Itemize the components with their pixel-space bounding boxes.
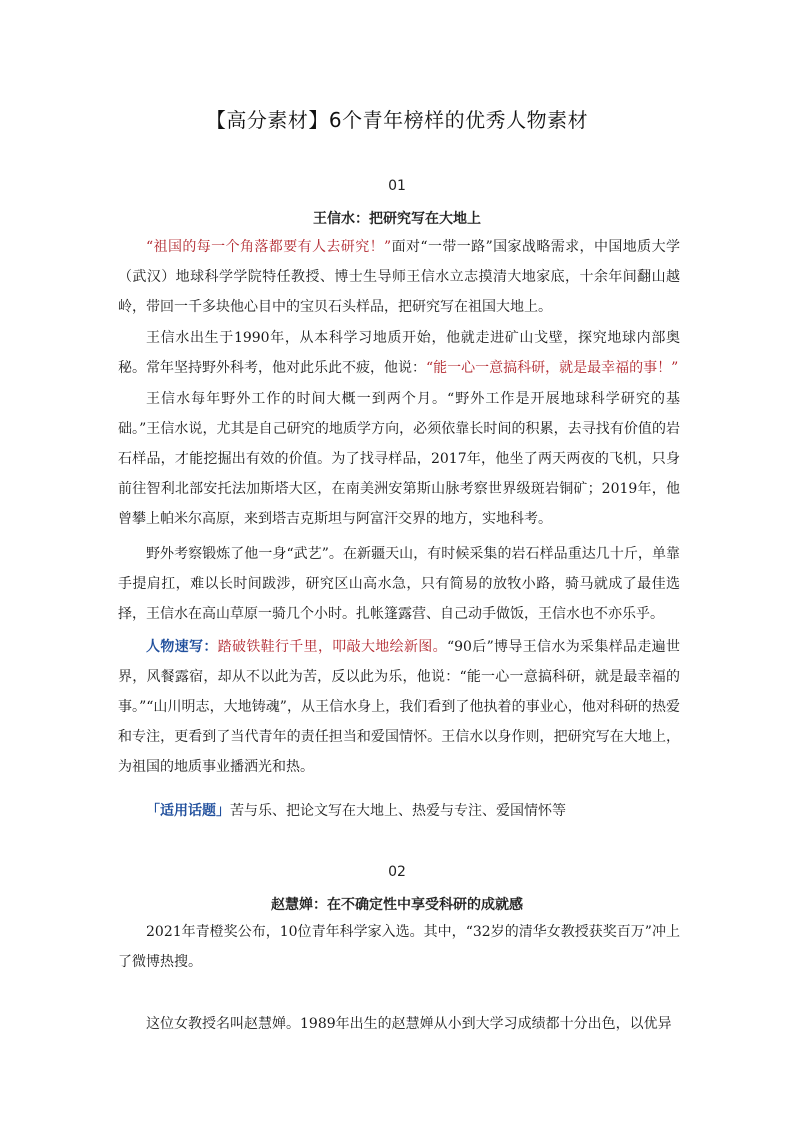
section-number: 02 bbox=[388, 864, 406, 880]
paragraph bbox=[118, 323, 680, 383]
topics-text: 苦与乐、把论文写在大地上、热爱与专注、爱国情怀等 bbox=[230, 803, 566, 819]
sketch-highlight: 踏破铁鞋行千里，叩敲大地绘新图。 bbox=[217, 639, 447, 655]
paragraph-text: 面对“一带一路”国家战略需求，中国地质大学（武汉）地球科学学院特任教授、博士生导师王信水立志摸清大地家底，十余年间翻山越岭，带回一千多块他心目中的宝贝石头样品，把研究写在祖国大地上。 bbox=[118, 239, 680, 315]
section-heading: 王信水：把研究写在大地上 bbox=[313, 211, 481, 227]
quote-highlight: “能一心一意搞科研，就是最幸福的事！” bbox=[426, 360, 679, 376]
paragraph: 王信水每年野外工作的时间大概一到两个月。“野外工作是开展地球科学研究的基础。”王信水说，尤其是自己研究的地质学方向，必须依靠长时间的积累，去寻找有价值的岩石样品，才能挖掘出有效的价值。为了找寻样品，2017年，他坐了两天两夜的飞机，只身前往智利北部安托法加斯塔大区，在南美洲安第斯山脉考察世界级斑岩铜矿；2019年，他曾攀上帕米尔高原，来到塔吉克斯坦与阿富汗交界的地方，实地科考。 bbox=[118, 391, 680, 527]
paragraph-text: 王信水出生于1990年，从本科学习地质开始，他就走进矿山戈壁，探究地球内部奥秘。常年坚持野外科考，他对此乐此不疲，他说： bbox=[118, 330, 680, 376]
sketch-label: 人物速写： bbox=[146, 639, 218, 655]
topics-line bbox=[118, 796, 680, 826]
paragraph bbox=[118, 232, 680, 322]
section-heading: 赵慧婵：在不确定性中享受科研的成就感 bbox=[271, 897, 523, 913]
paragraph: 2021年青橙奖公布，10位青年科学家入选。其中，“32岁的清华女教授获奖百万”冲上了微博热搜。 bbox=[118, 924, 680, 970]
section-number: 01 bbox=[388, 178, 406, 194]
paragraph: 这位女教授名叫赵慧婵。1989年出生的赵慧婵从小到大学习成绩都十分出色，以优异 bbox=[146, 1016, 672, 1032]
page-title: 【高分素材】6个青年榜样的优秀人物素材 bbox=[205, 108, 589, 132]
quote-highlight: “祖国的每一个角落都要有人去研究！” bbox=[146, 239, 392, 255]
paragraph: 野外考察锻炼了他一身“武艺”。在新疆天山，有时候采集的岩石样品重达几十斤，单靠手提肩扛，难以长时间跋涉，研究区山高水急，只有简易的放牧小路，骑马就成了最佳选择，王信水在高山草原一骑几个小时。扎帐篷露营、自己动手做饭，王信水也不亦乐乎。 bbox=[118, 546, 680, 622]
paragraph bbox=[118, 632, 680, 782]
topics-label: 「适用话题」 bbox=[146, 803, 230, 819]
paragraph-text: “90后”博导王信水为采集样品走遍世界，风餐露宿，却从不以此为苦，反以此为乐，他说：“能一心一意搞科研，就是最幸福的事。”“山川明志，大地铸魂”，从王信水身上，我们看到了他执着的事业心，他对科研的热爱和专注，更看到了当代青年的责任担当和爱国情怀。王信水以身作则，把研究写在大地上，为祖国的地质事业播洒光和热。 bbox=[118, 639, 681, 775]
